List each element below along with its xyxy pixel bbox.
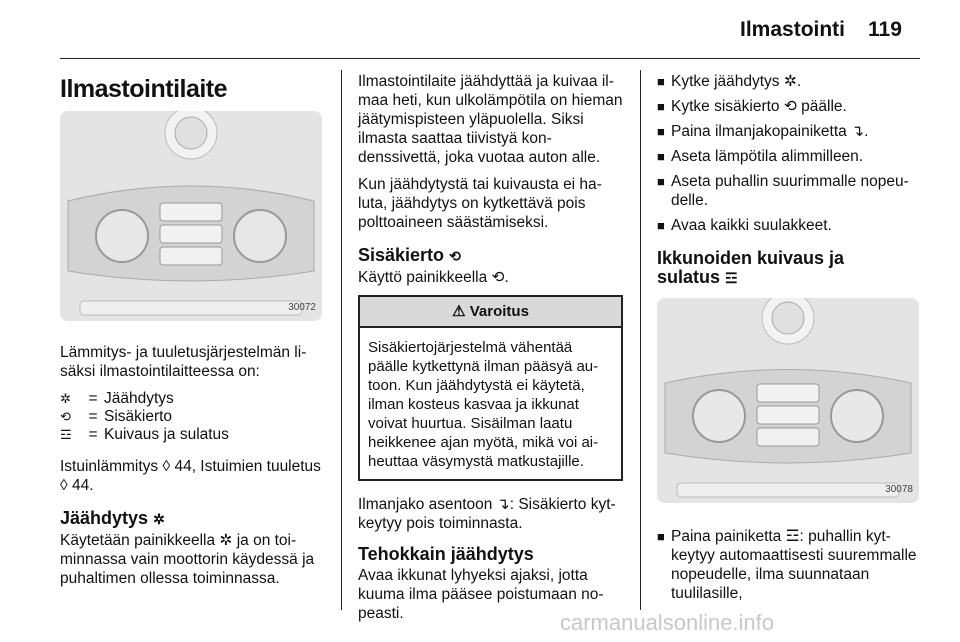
recirculation-text: Käyttö painikkeella ⟲. [358,269,509,286]
legend-label: Sisäkierto [104,407,173,425]
list-item [657,216,922,235]
list-item [657,122,922,141]
warning-text: Sisäkiertojärjestelmä vähentää päälle kytkettynä ilman pääsyä autoon. Kun jäähdytystä ei käytetä, ilman kosteus kasvaa ja ikkunat voivat huurtua. Sisäilman laatu heikkenee ajan myötä, mikä voi aiheuttaa väsymystä matkustajille. [368,339,599,470]
page-header-title: Ilmastointi [740,18,846,41]
bullet-mark: ■ [657,149,665,164]
list-item [657,147,922,166]
column-1 [60,72,328,596]
column-divider-2 [640,70,641,610]
climate-panel-figure [60,111,322,321]
warning-box [358,295,623,481]
bullet-mark: ■ [657,218,665,233]
column-2 [358,72,623,631]
warning-header [360,297,621,328]
list-item [657,527,922,603]
list-item-text: Paina ilmanjakopainiketta ↴. [671,123,869,140]
defrost-panel-figure [657,298,919,503]
list-item-text: Aseta lämpötila alimmilleen. [671,148,864,165]
snowflake-icon: ✲ [60,390,71,406]
warning-icon: ⚠ [452,303,466,320]
list-item [657,97,922,116]
list-item-text: Kytke jäähdytys ✲. [671,73,802,90]
snowflake-icon: ✲ [153,511,165,527]
defrost-icon: ☲ [60,426,72,442]
legend-equals: = [88,389,98,407]
column-divider-1 [341,70,342,610]
bullet-mark: ■ [657,74,665,89]
warning-title: Varoitus [469,303,529,320]
recirculation-icon: ⟲ [449,248,461,264]
header-rule [60,58,920,59]
figure-number: 30072 [288,302,316,313]
cross-reference: Istuinlämmitys ◊ 44, Istuimien tuuletus ◊ 44. [60,458,321,494]
cooling-text: Käytetään painikkeella ✲ ja on toiminnassa vain moottorin käydessä ja puhaltimen ollessa toiminnassa. [60,532,315,587]
paragraph-1: Ilmastointilaite jäähdyttää ja kuivaa ilmaa heti, kun ulkolämpötila on hieman jäätymispisteen yläpuolella. Siksi ilmasta saattaa tiivistyä kondenssivettä, joka vuotaa auton alle. [358,73,623,166]
page-number: 119 [868,18,902,41]
watermark: carmanualsonline.info [560,610,775,635]
legend-row-defrost [60,425,328,443]
recirculation-heading-text: Sisäkierto [358,245,445,265]
recirculation-icon: ⟲ [60,408,71,424]
column-3 [657,72,922,609]
paragraph-2: Kun jäähdytystä tai kuivausta ei haluta, jäähdytys on kytkettävä pois polttoaineen säästämiseksi. [358,176,602,231]
legend-label: Kuivaus ja sulatus [104,425,229,443]
list-item-text: Avaa kaikki suulakkeet. [671,217,832,234]
legend-equals: = [88,407,98,425]
bullet-mark: ■ [657,529,665,544]
cooling-heading-text: Jäähdytys [60,508,149,528]
intro-text: Lämmitys- ja tuuletusjärjestelmän lisäksi ilmastointilaitteessa on: [60,344,307,380]
defrost-heading-text: Ikkunoiden kuivaus ja sulatus [657,248,845,287]
max-cooling-heading: Tehokkain jäähdytys [358,544,534,564]
defrost-panel-illustration [657,298,919,503]
legend-row-recirculation [60,407,328,425]
list-item [657,172,922,210]
max-cooling-text: Avaa ikkunat lyhyeksi ajaksi, jotta kuuma ilma pääsee poistumaan nopeasti. [358,567,604,622]
list-item-text: Aseta puhallin suurimmalle nopeudelle. [671,173,909,209]
paragraph-3: Ilmanjako asentoon ↴: Sisäkierto kytkeytyy pois toiminnasta. [358,496,616,532]
bullet-mark: ■ [657,99,665,114]
cooling-heading [60,509,328,529]
bullet-mark: ■ [657,174,665,189]
list-item [657,72,922,91]
recirculation-heading [358,246,623,266]
legend-equals: = [88,425,98,443]
list-item-text: Paina painiketta ☲: puhallin kytkeytyy automaattisesti suuremmalle nopeudelle, ilma suunnataan tuulilasille, [671,528,917,602]
bullet-mark: ■ [657,124,665,139]
list-item-text: Kytke sisäkierto ⟲ päälle. [671,98,847,115]
section-title: Ilmastointilaite [60,75,228,103]
legend-row-cooling [60,389,328,407]
climate-panel-illustration [60,111,322,321]
legend [60,389,328,443]
figure-number: 30078 [885,484,913,495]
legend-label: Jäähdytys [104,389,174,407]
defrost-heading [657,249,857,288]
defrost-icon: ☲ [725,270,738,286]
